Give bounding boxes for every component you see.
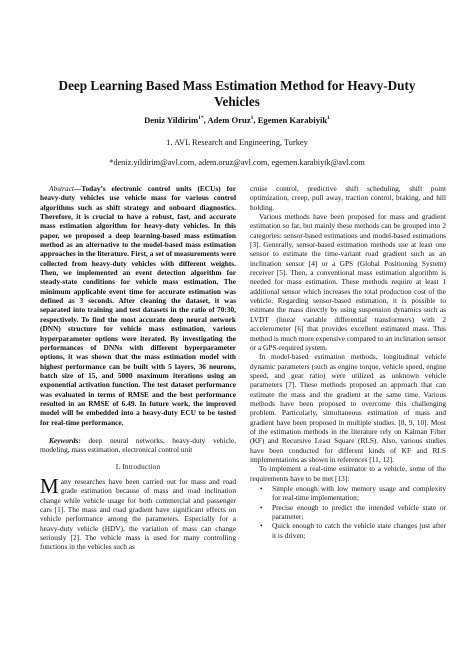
paragraph: Various methods have been proposed for mass and gradient estimation so far, but mainly these methods can be grouped into 2 categories: sensor-based estimations and model-based estimations [3]. Generally, sensor-based estimation methods use at least one sensor to estimate the time-variant road gradient such as an inclination sensor [4] or a GPS (Global Positioning System) receiver [5]. Then, a conventional mass estimation algorithm is needed for mass estimation. These methods require at least 1 additional sensor which increases the total production cost of the vehicle. Regarding sensor-based estimation, it is possible to estimate the mass directly by using suspension dynamics such as LVDT (linear variable differential transformers) with 2 accelerometer [6] that provides excellent estimated mass. This method is much more expensive compared to an inclination sensor or a GPS-required system. — [250, 212, 446, 352]
list-item: • Precise enough to predict the intended vehicle state or parameter; — [272, 503, 446, 522]
affiliation: 1. AVL Research and Engineering, Turkey — [166, 138, 308, 147]
requirements-list — [250, 484, 446, 540]
intro-paragraph — [40, 473, 236, 552]
author-superscript: 1 — [327, 115, 330, 122]
right-column — [250, 184, 446, 540]
author-separator: , — [253, 115, 258, 125]
intro-text: any researches have been carried out for mass and road grade estimation because of mass and road inclination change while vehicle usage for both commercial and passenger cars [1]. The mass and road gradient have significant effects on vehicle performance among the parameters. Especially for a heavy-duty vehicle (HDV), the variation of mass can change seriously [2]. The vehicle mass is used for many controlling functions in the vehicles such as — [40, 476, 236, 552]
abstract-text: —Today’s electronic control units (ECUs) for heavy-duty vehicles use vehicle mass for various control algorithms such as shift strategy and onboard diagnostics. Therefore, it is crucial to have a robust, fast, and accurate mass estimation algorithm for heavy-duty vehicles. In this paper, we proposed a deep learning-based mass estimation method as an alternative to the model-based mass estimation approaches in the literature. First, a set of measurements were collected from heavy-duty vehicles with different weights. Then, we implemented an event detection algorithm for steady-state conditions for vehicle mass estimation. The minimum applicable event time for accurate estimation was defined as 3 seconds. After cleaning the dataset, it was separated into training and test datasets in the ratio of 70:30, respectively. To find the most accurate deep neural network (DNN) structure for vehicle mass estimation, various hyperparameter options were iterated. By investigating the performances of DNNs with different hyperparameter options, it was shown that the mass estimation model with highest performance can be built with 5 layers, 36 neurons, batch size of 15, and 5000 maximum iterations using an exponential activation function. The test dataset performance was evaluated in terms of RMSE and the best performance resulted in an RMSE of 6.49. In future work, the improved model will be embedded into a heavy-duty ECU to be tested for real-time performance. — [40, 184, 236, 427]
list-item: • Quick enough to catch the vehicle state changes just after it is driven; — [272, 521, 446, 540]
keywords — [40, 436, 236, 455]
paragraph: To implement a real-time estimator to a vehicle, some of the requirements have to be met [13]: — [250, 464, 446, 483]
drop-cap: M — [40, 473, 59, 498]
author-superscript: 1* — [198, 115, 204, 122]
abstract — [40, 184, 236, 427]
section-heading: I. Introduction — [115, 462, 161, 471]
author-separator: , — [203, 115, 208, 125]
author-list — [40, 115, 434, 125]
paragraph: cruise control, predictive shift scheduling, shift point optimization, creep, pull away, traction control, braking, and hill holding. — [250, 184, 446, 212]
paragraph: In model-based estimation methods, longitudinal vehicle dynamic parameters (such as engine torque, vehicle speed, engine speed, and gear ratio) were utilized as unknown vehicle parameters [7]. These methods proposed an approach that can estimate the mass and the gradient at the same time. Various methods have been proposed to overcome this challenging problem. Particularly, simultaneous estimation of mass and gradient have been proposed in multiple studies. [8, 9, 10]. Most of the estimation methods in the literature rely on Kalman Filter (KF) and Recursive Least Square (RLS). Also, various studies have been conducted for different kinds of KF and RLS implementations as shown in references [11, 12]. — [250, 352, 446, 464]
author-emails: *deniz.yildirim@avl.com, adem.oruz@avl.com, egemen.karabiyik@avl.com — [109, 158, 365, 167]
abstract-lead: Abstract — [49, 184, 74, 193]
author-name: Adem Oruz — [207, 115, 251, 125]
keywords-lead: Keywords: — [49, 435, 81, 445]
left-column — [40, 184, 236, 552]
list-item: • Simple enough with low memory usage and complexity for real-time implementation; — [272, 484, 446, 503]
paper-title: Deep Learning Based Mass Estimation Method for Heavy-Duty Vehicles — [58, 78, 416, 109]
author-name: Egemen Karabiyik — [257, 115, 328, 125]
keywords-text: deep neural networks, heavy-duty vehicle, modeling, mass estimation, electronical control unit — [40, 435, 236, 455]
author-superscript: 1 — [250, 115, 254, 122]
author-name: Deniz Yildirim — [144, 115, 199, 125]
